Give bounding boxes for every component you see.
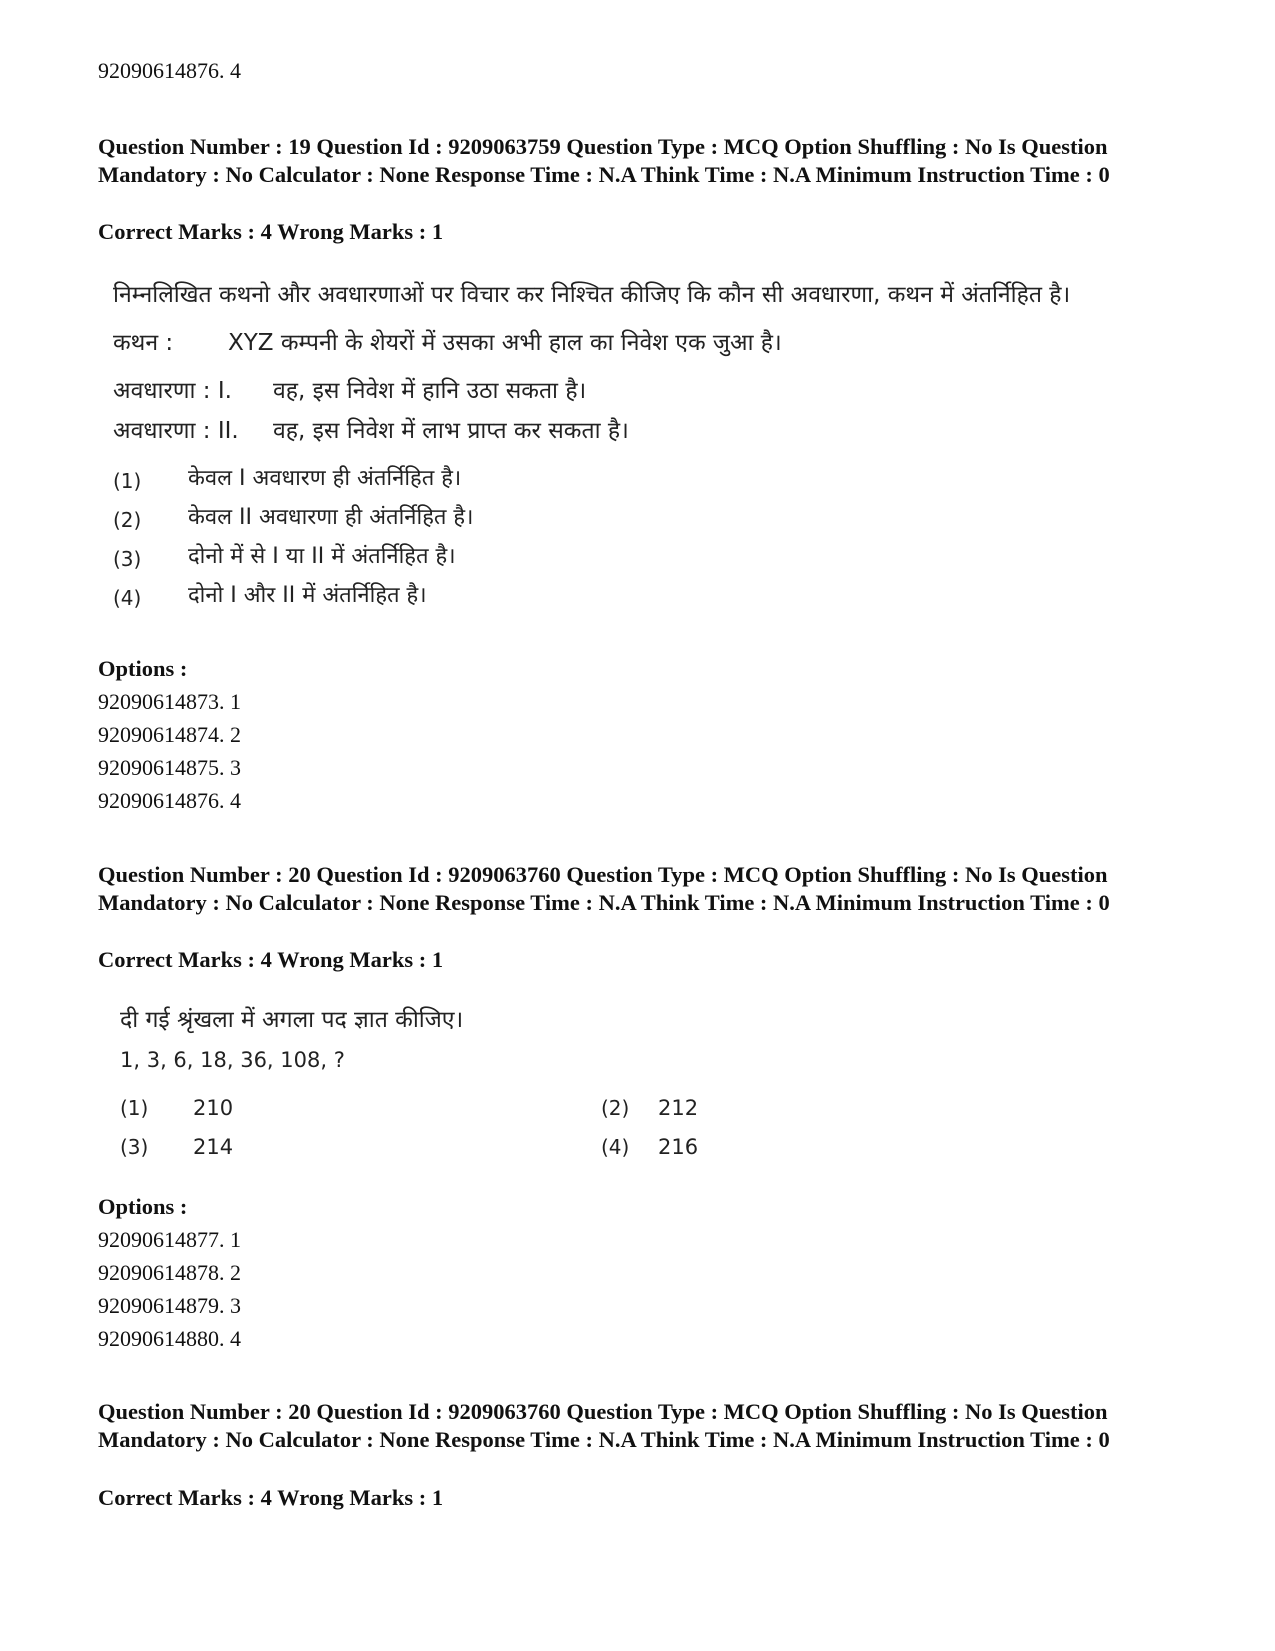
question-marks: Correct Marks : 4 Wrong Marks : 1 bbox=[98, 947, 444, 972]
question-marks: Correct Marks : 4 Wrong Marks : 1 bbox=[98, 219, 444, 244]
choice-number: (3) bbox=[113, 547, 142, 571]
assumption-text: वह, इस निवेश में लाभ प्राप्त कर सकता है। bbox=[273, 418, 629, 444]
statement-label: कथन : bbox=[113, 330, 174, 356]
option-line: 92090614878. 2 bbox=[98, 1260, 241, 1285]
option-line: 92090614876. 4 bbox=[98, 58, 241, 83]
choice-text: केवल II अवधारणा ही अंतर्निहित है। bbox=[188, 505, 474, 530]
assumption-label: अवधारणा : II. bbox=[113, 418, 239, 444]
choice-number: (3) bbox=[120, 1135, 149, 1159]
question-marks: Correct Marks : 4 Wrong Marks : 1 bbox=[98, 1485, 444, 1510]
choice-number: (2) bbox=[113, 508, 142, 532]
question-intro: निम्नलिखित कथनो और अवधारणाओं पर विचार कर निश्चित कीजिए कि कौन सी अवधारणा, कथन में अंतर्निहित है। bbox=[113, 282, 1071, 308]
choice-text: 214 bbox=[193, 1135, 234, 1159]
option-line: 92090614876. 4 bbox=[98, 788, 241, 813]
choice-text: 212 bbox=[658, 1096, 699, 1120]
series-text: 1, 3, 6, 18, 36, 108, ? bbox=[120, 1048, 345, 1072]
choice-text: दोनो में से I या II में अंतर्निहित है। bbox=[188, 544, 456, 569]
assumption-text: वह, इस निवेश में हानि उठा सकता है। bbox=[273, 378, 587, 404]
option-line: 92090614879. 3 bbox=[98, 1293, 241, 1318]
choice-number: (1) bbox=[113, 469, 142, 493]
choice-number: (4) bbox=[113, 586, 142, 610]
choice-text: 210 bbox=[193, 1096, 234, 1120]
statement-text: XYZ कम्पनी के शेयरों में उसका अभी हाल का निवेश एक जुआ है। bbox=[228, 330, 782, 356]
assumption-label: अवधारणा : I. bbox=[113, 378, 232, 404]
options-heading: Options : bbox=[98, 1194, 188, 1219]
choice-number: (2) bbox=[601, 1096, 630, 1120]
option-line: 92090614877. 1 bbox=[98, 1227, 241, 1252]
option-line: 92090614880. 4 bbox=[98, 1326, 241, 1351]
question-meta: Question Number : 19 Question Id : 9209063759 Question Type : MCQ Option Shuffling : No Is Question Mandatory : No Calculator : None Response Time : N.A Think Time : N.A Minimum Instruction Time : 0 bbox=[98, 134, 1110, 187]
option-line: 92090614873. 1 bbox=[98, 689, 241, 714]
choice-text: 216 bbox=[658, 1135, 699, 1159]
options-heading: Options : bbox=[98, 656, 188, 681]
question-intro: दी गई श्रृंखला में अगला पद ज्ञात कीजिए। bbox=[120, 1007, 464, 1033]
option-line: 92090614874. 2 bbox=[98, 722, 241, 747]
question-meta: Question Number : 20 Question Id : 9209063760 Question Type : MCQ Option Shuffling : No Is Question Mandatory : No Calculator : None Response Time : N.A Think Time : N.A Minimum Instruction Time : 0 bbox=[98, 862, 1110, 915]
option-line: 92090614875. 3 bbox=[98, 755, 241, 780]
choice-text: दोनो I और II में अंतर्निहित है। bbox=[188, 583, 427, 608]
choice-text: केवल I अवधारण ही अंतर्निहित है। bbox=[188, 466, 462, 491]
question-meta: Question Number : 20 Question Id : 9209063760 Question Type : MCQ Option Shuffling : No Is Question Mandatory : No Calculator : None Response Time : N.A Think Time : N.A Minimum Instruction Time : 0 bbox=[98, 1399, 1110, 1452]
choice-number: (1) bbox=[120, 1096, 149, 1120]
choice-number: (4) bbox=[601, 1135, 630, 1159]
